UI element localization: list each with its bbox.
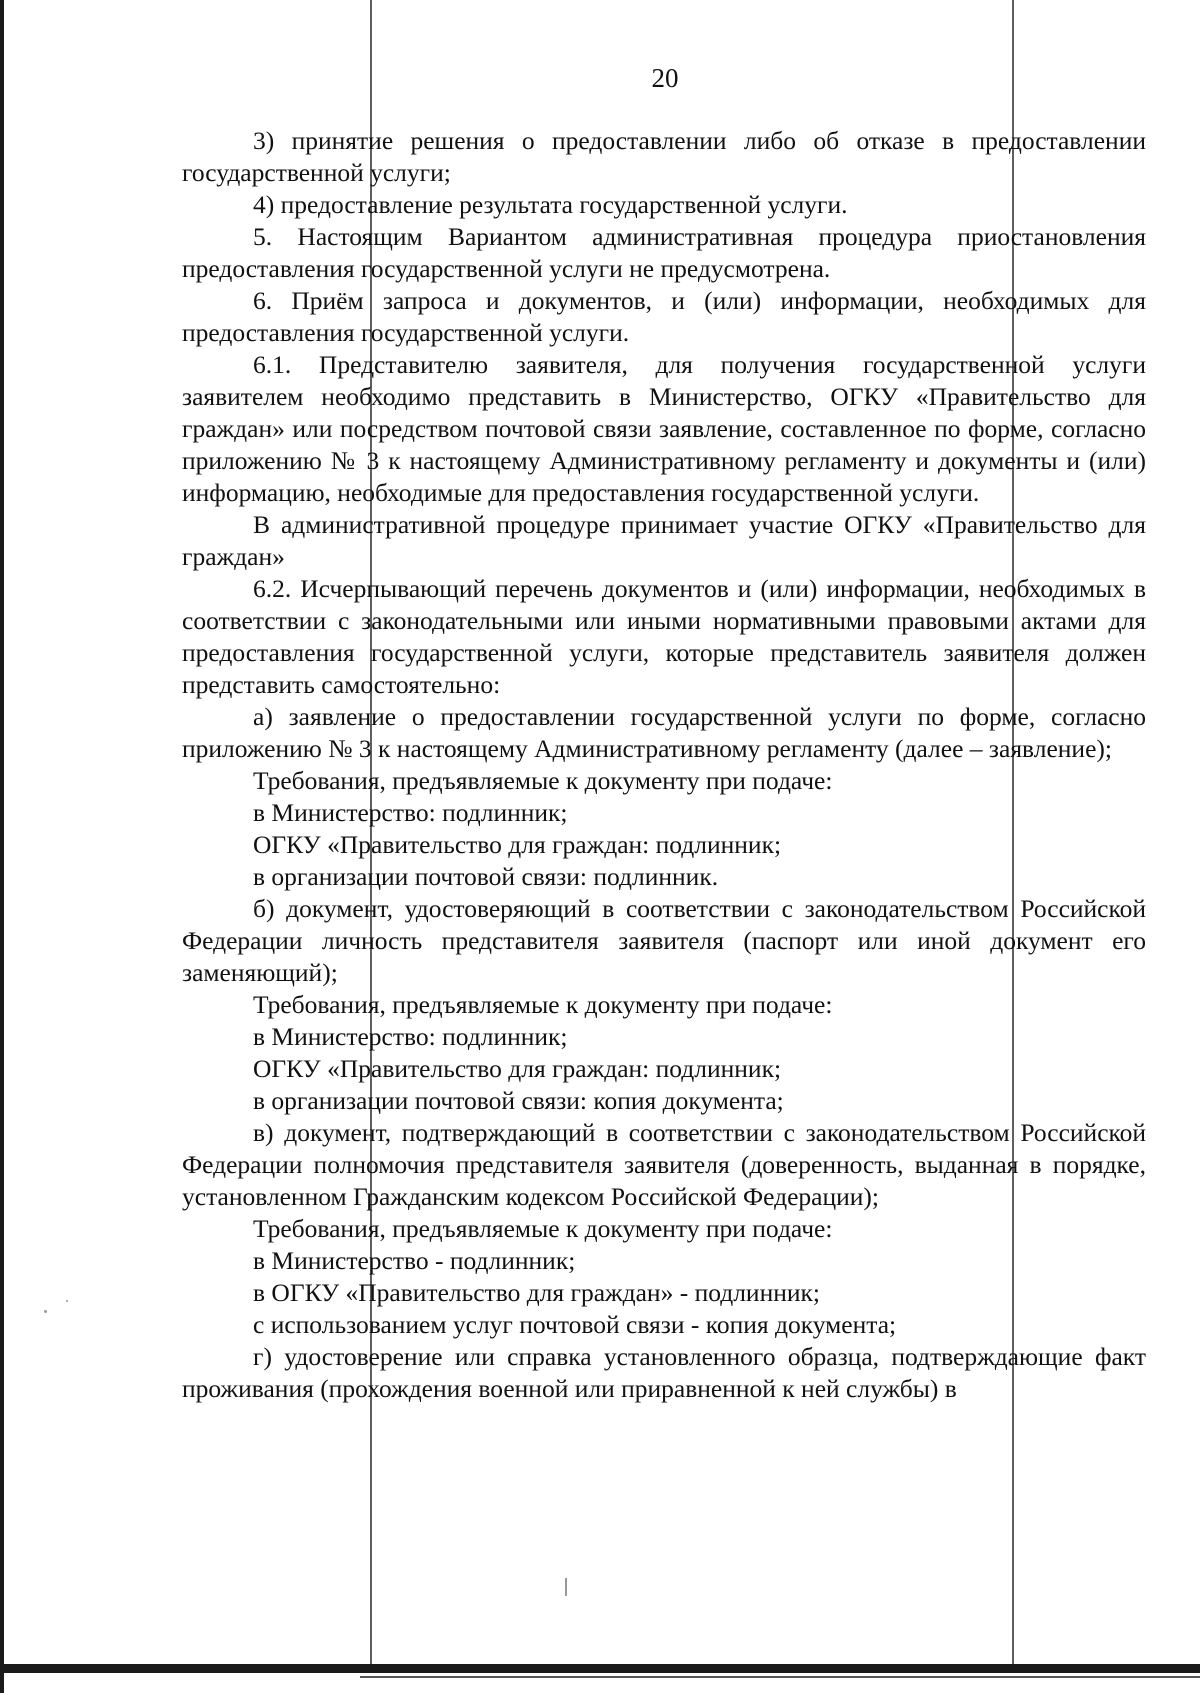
- paragraph: 3) принятие решения о предоставлении либо об отказе в предоставлении государственной услуги;: [182, 126, 1146, 187]
- paragraph: В административной процедуре принимает участие ОГКУ «Правительство для граждан»: [182, 510, 1146, 571]
- paragraph: Требования, предъявляемые к документу при подаче:: [253, 1214, 833, 1243]
- paragraph: 6. Приём запроса и документов, и (или) информации, необходимых для предоставления государственной услуги.: [182, 286, 1146, 347]
- paragraph: г) удостоверение или справка установленного образца, подтверждающие факт проживания (прохождения военной или приравненной к ней службы) в: [182, 1342, 1146, 1403]
- paragraph: в ОГКУ «Правительство для граждан» - подлинник;: [253, 1278, 820, 1307]
- paragraph: в организации почтовой связи: копия документа;: [253, 1086, 784, 1115]
- paragraph: в) документ, подтверждающий в соответствии с законодательством Российской Федерации полномочия представителя заявителя (доверенность, выданная в порядке, установленном Гражданским кодексом Российской Федерации);: [182, 1118, 1146, 1211]
- scan-left-edge: [0, 0, 4, 1693]
- paragraph: в Министерство: подлинник;: [253, 1022, 568, 1051]
- scan-speck: [565, 1578, 567, 1596]
- paragraph: 6.1. Представителю заявителя, для получения государственной услуги заявителем необходимо представить в Министерство, ОГКУ «Правительство для граждан» или посредством почтовой связи заявление, составленное по форме, согласно приложению № 3 к настоящему Административному регламенту и документы и (или) информацию, необходимые для предоставления государственной услуги.: [182, 350, 1146, 507]
- scan-bottom-edge: [0, 1664, 1200, 1673]
- scan-speck: [66, 1300, 68, 1302]
- paragraph: в Министерство: подлинник;: [253, 798, 568, 827]
- paragraph: Требования, предъявляемые к документу при подаче:: [253, 990, 833, 1019]
- paragraph: в Министерство - подлинник;: [253, 1246, 576, 1275]
- page-number: 20: [651, 63, 679, 93]
- paragraph: ОГКУ «Правительство для граждан: подлинник;: [253, 1054, 782, 1083]
- paragraph: с использованием услуг почтовой связи - копия документа;: [253, 1310, 897, 1339]
- paragraph: Требования, предъявляемые к документу при подаче:: [253, 766, 833, 795]
- paragraph: в организации почтовой связи: подлинник.: [253, 862, 719, 891]
- document-body: [182, 125, 1146, 1405]
- scan-bottom-edge-thin: [360, 1676, 1200, 1678]
- scan-speck: [44, 1310, 47, 1313]
- paragraph: 4) предоставление результата государственной услуги.: [253, 190, 848, 219]
- paragraph: б) документ, удостоверяющий в соответствии с законодательством Российской Федерации личность представителя заявителя (паспорт или иной документ его заменяющий);: [182, 894, 1146, 987]
- paragraph: 6.2. Исчерпывающий перечень документов и (или) информации, необходимых в соответствии с законодательными или иными нормативными правовыми актами для предоставления государственной услуги, которые представитель заявителя должен представить самостоятельно:: [182, 574, 1146, 699]
- paragraph: а) заявление о предоставлении государственной услуги по форме, согласно приложению № 3 к настоящему Административному регламенту (далее – заявление);: [182, 702, 1146, 763]
- paragraph: ОГКУ «Правительство для граждан: подлинник;: [253, 830, 782, 859]
- paragraph: 5. Настоящим Вариантом административная процедура приостановления предоставления государственной услуги не предусмотрена.: [182, 222, 1146, 283]
